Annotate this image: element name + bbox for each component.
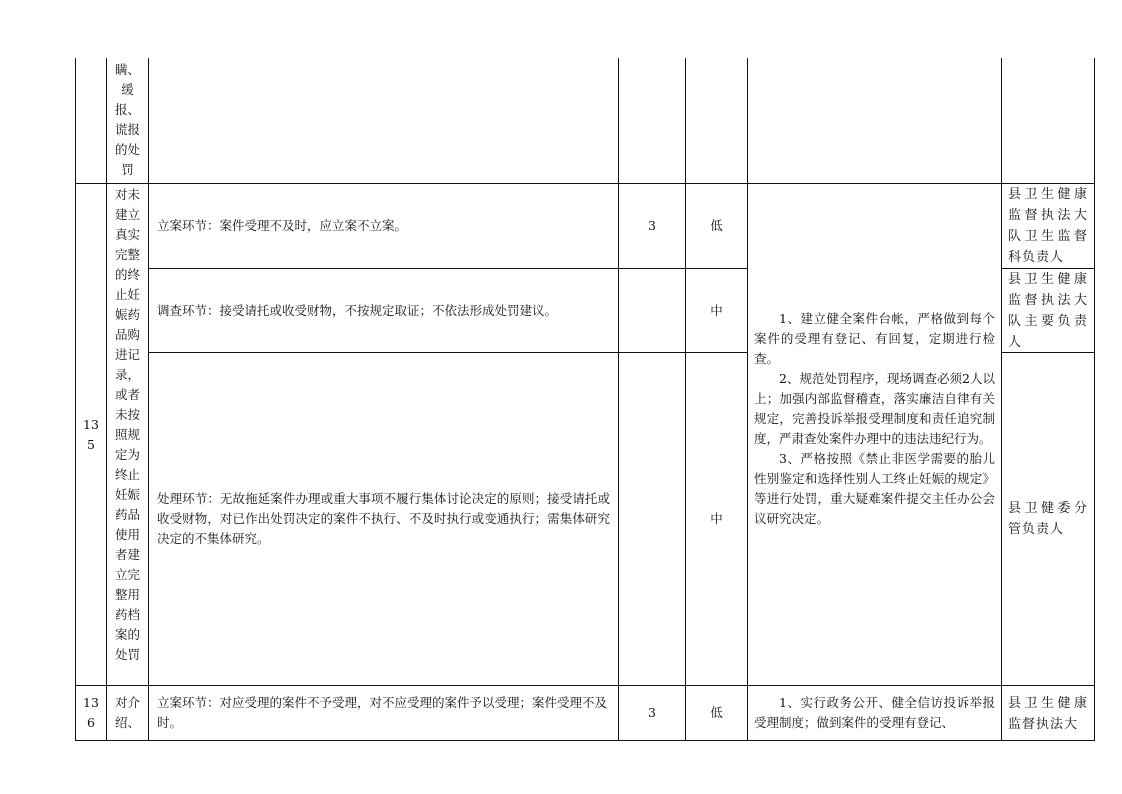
item-name-continued: 瞒、缓报、谎报的处罚 — [114, 62, 140, 177]
risk-score — [619, 353, 685, 685]
risk-description: 处理环节：无故拖延案件办理或重大事项不履行集体讨论决定的原则；接受请托或收受财物，对已作出处罚决定的案件不执行、不及时执行或变通执行；需集体研究决定的不集体研究。 — [157, 491, 610, 546]
prevention-measures — [748, 693, 1001, 738]
table-border — [1094, 58, 1095, 740]
table-border — [75, 740, 1095, 741]
responsible-person: 县卫生健康监督执法大 — [1008, 696, 1088, 732]
table-border — [75, 685, 1095, 686]
item-name: 对未建立真实完整的终止妊娠药品购进记录，或者未按照规定为终止妊娠药品使用者建立完整用药档案的处罚 — [114, 187, 140, 662]
risk-score: 3 — [648, 705, 656, 720]
row-number: 136 — [83, 695, 99, 730]
measure-item: 1、建立健全案件台帐，严格做到每个案件的受理有登记、有回复，定期进行检查。 — [754, 311, 995, 366]
responsible-person: 县卫生健康监督执法大队卫生监督科负责人 — [1008, 187, 1088, 265]
measure-item: 2、规范处罚程序，现场调查必须2人以上；加强内部监督稽查，落实廉洁自律有关规定，完善投诉举报受理制度和责任追究制度，严肃查处案件办理中的违法违纪行为。 — [754, 371, 995, 446]
risk-description: 立案环节：案件受理不及时，应立案不立案。 — [157, 218, 408, 233]
risk-level: 中 — [710, 511, 723, 526]
risk-score — [619, 269, 685, 352]
row-number: 135 — [83, 416, 99, 452]
responsible-person: 县卫生健康监督执法大队主要负责人 — [1008, 271, 1088, 350]
risk-score: 3 — [648, 218, 656, 233]
risk-level: 中 — [710, 302, 723, 318]
measure-item: 1、实行政务公开、健全信访投诉举报受理制度；做到案件的受理有登记、 — [754, 695, 995, 730]
item-name: 对介绍、 — [114, 695, 140, 730]
risk-description: 调查环节：接受请托或收受财物，不按规定取证；不依法形成处罚建议。 — [157, 302, 558, 318]
measure-item: 3、严格按照《禁止非医学需要的胎儿性别鉴定和选择性别人工终止妊娠的规定》等进行处罚，重大疑难案件提交主任办公会议研究决定。 — [754, 451, 995, 526]
risk-level: 低 — [710, 218, 723, 233]
responsible-person: 县卫健委分管负责人 — [1008, 501, 1088, 537]
prevention-measures — [748, 309, 1001, 529]
risk-description: 立案环节：对应受理的案件不予受理，对不应受理的案件予以受理；案件受理不及时。 — [157, 695, 608, 730]
risk-level: 低 — [710, 705, 723, 720]
